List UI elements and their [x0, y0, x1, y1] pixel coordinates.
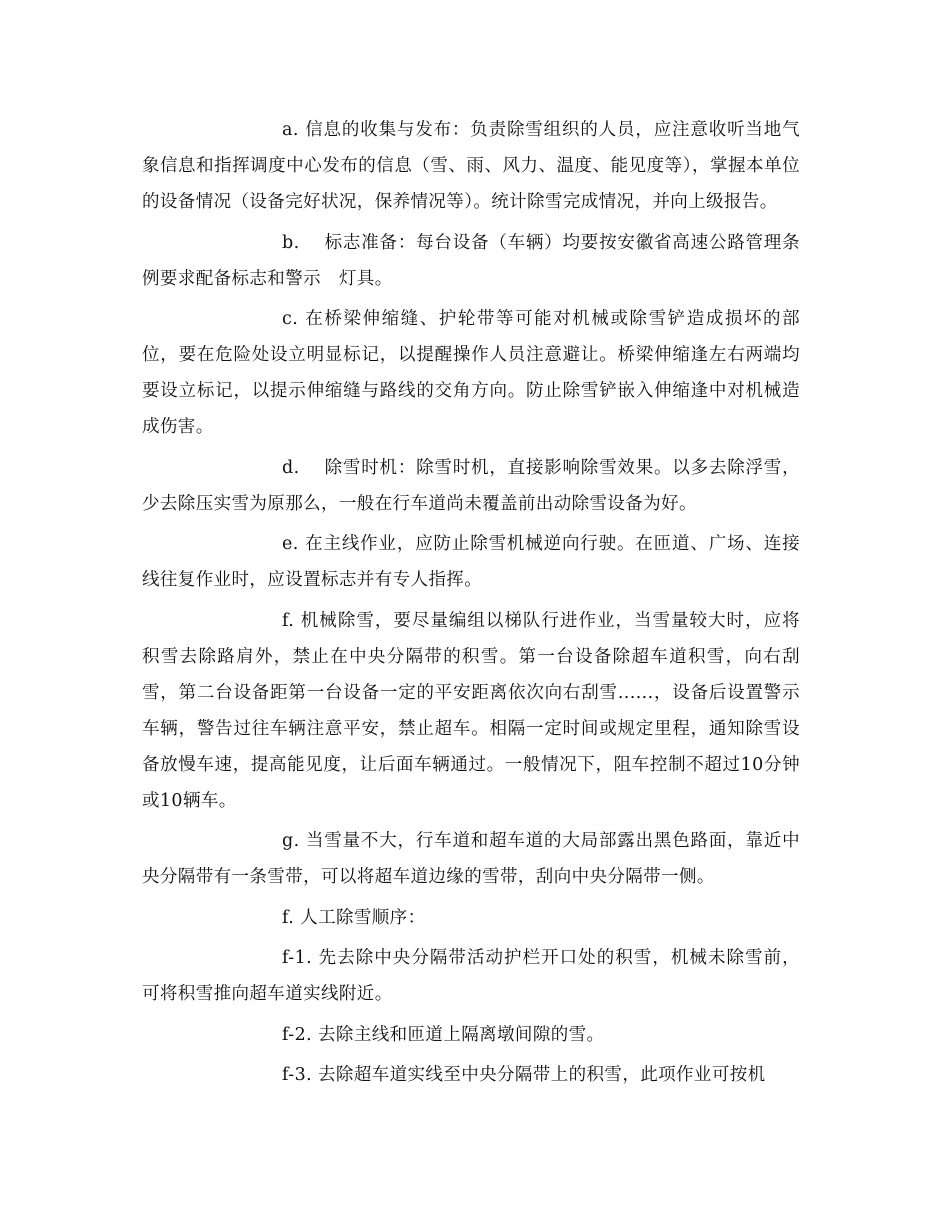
paragraph-c: c. 在桥梁伸缩缝、护轮带等可能对机械或除雪铲造成损坏的部位，要在危险处设立明显标记，以提醒操作人员注意避让。桥梁伸缩逢左右两端均要设立标记，以提示伸缩缝与路线的交角方向。防止除雪铲嵌入伸缩逢中对机械造成伤害。 — [142, 309, 800, 437]
paragraph-f-1: f-1. 先去除中央分隔带活动护栏开口处的积雪，机械未除雪前，可将积雪推向超车道实线附近。 — [142, 948, 800, 1004]
paragraph-f: f. 机械除雪，要尽量编组以梯队行进作业，当雪量较大时，应将积雪去除路肩外，禁止在中央分隔带的积雪。第一台设备除超车道积雪，向右刮雪，第二台设备距第一台设备一定的平安距离依次向右刮雪......，设备后设置警示车辆，警告过往车辆注意平安，禁止超车。相隔一定时间或规定里程，通知除雪设备放慢车速，提高能见度，让后面车辆通过。一般情况下，阻车控制不超过10分钟或10辆车。 — [142, 610, 800, 811]
paragraph-f-3: f-3. 去除超车道实线至中央分隔带上的积雪，此项作业可按机 — [282, 1065, 766, 1085]
paragraph-g: g. 当雪量不大，行车道和超车道的大局部露出黑色路面，靠近中央分隔带有一条雪带，可以将超车道边缘的雪带，刮向中央分隔带一侧。 — [142, 831, 800, 887]
paragraph-e: e. 在主线作业，应防止除雪机械逆向行驶。在匝道、广场、连接线往复作业时，应设置标志并有专人指挥。 — [142, 534, 800, 590]
document-body — [142, 112, 800, 1098]
paragraph-f-heading: f. 人工除雪顺序： — [282, 907, 426, 928]
paragraph-f-2: f-2. 去除主线和匝道上隔离墩间隙的雪。 — [282, 1024, 605, 1045]
paragraph-a: a. 信息的收集与发布：负责除雪组织的人员，应注意收听当地气象信息和指挥调度中心发布的信息（雪、雨、风力、温度、能见度等），掌握本单位的设备情况（设备完好状况，保养情况等）。统计除雪完成情况，并向上级报告。 — [142, 120, 800, 212]
paragraph-b: b. 标志准备：每台设备（车辆）均要按安徽省高速公路管理条例要求配备标志和警示 灯具。 — [142, 232, 800, 289]
paragraph-d: d. 除雪时机：除雪时机，直接影响除雪效果。以多去除浮雪，少去除压实雪为原那么，一般在行车道尚未覆盖前出动除雪设备为好。 — [142, 457, 800, 514]
